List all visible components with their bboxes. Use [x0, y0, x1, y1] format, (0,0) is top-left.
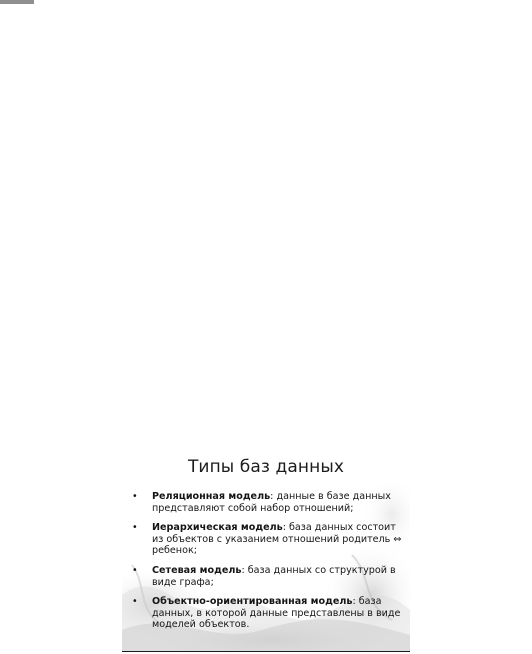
list-item	[132, 596, 404, 631]
bullet-term: Сетевая модель	[152, 564, 242, 576]
bullet-term: Иерархическая модель	[152, 522, 283, 534]
page-corner-tab	[0, 0, 34, 4]
bullet-term: Объектно-ориентированная модель	[152, 596, 353, 608]
slide-bottom-rule	[122, 651, 410, 652]
list-item	[132, 491, 404, 514]
bullet-glyph: •	[132, 596, 138, 608]
bullet-list	[132, 491, 404, 639]
slide-thumbnail	[122, 445, 410, 652]
list-item	[132, 522, 404, 557]
bullet-description: : база данных состоит из объектов с указанием отношений родитель ⇔ ребенок;	[152, 522, 402, 557]
bullet-glyph: •	[132, 522, 138, 534]
bullet-glyph: •	[132, 564, 138, 576]
bullet-description: : база данных, в которой данные представлены в виде моделей объектов.	[152, 596, 401, 631]
slide-title: Типы баз данных	[187, 457, 345, 477]
bullet-glyph: •	[132, 491, 138, 502]
bullet-description: : данные в базе данных представляют собой набор отношений;	[152, 491, 391, 514]
bullet-term: Реляционная модель	[152, 491, 271, 502]
list-item	[132, 565, 404, 588]
bullet-description: : база данных со структурой в виде графа;	[152, 564, 396, 588]
